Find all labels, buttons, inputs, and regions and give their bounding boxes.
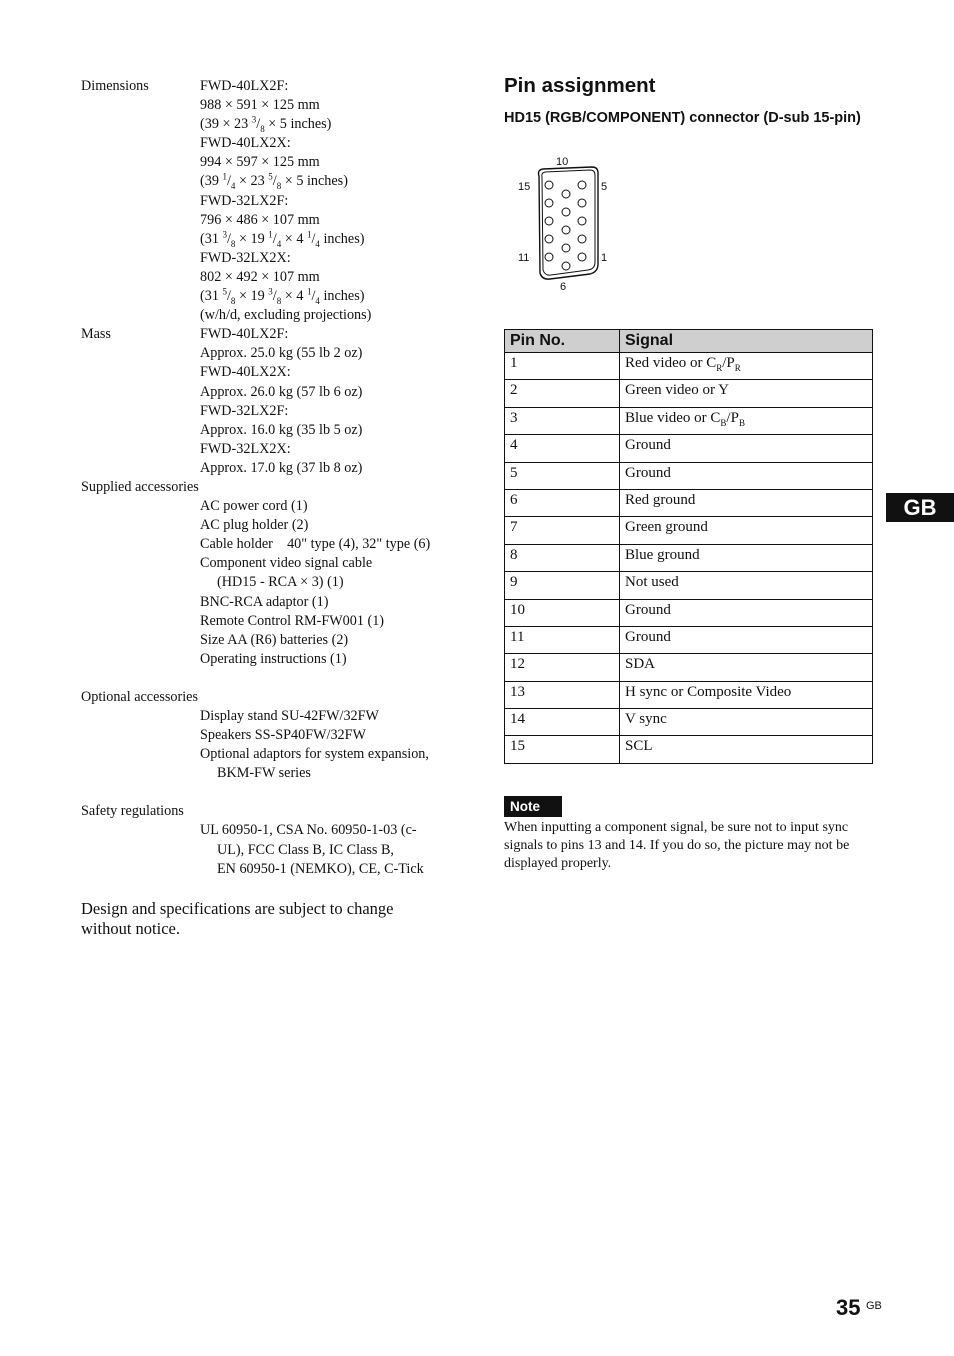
table-row: 13 H sync or Composite Video xyxy=(505,681,873,708)
spec-value: 796 × 486 × 107 mm xyxy=(200,211,320,228)
design-change-notice: Design and specifications are subject to change without notice. xyxy=(81,899,394,938)
table-row: 4 Ground xyxy=(505,435,873,462)
spec-value: Approx. 26.0 kg (57 lb 6 oz) xyxy=(200,383,363,400)
table-row: 14 V sync xyxy=(505,709,873,736)
table-row: 3 Blue video or $C_B/P_B$ xyxy=(505,407,873,434)
dsub15-connector-diagram xyxy=(512,152,622,292)
spec-value: (39 $^1/_4 \times 23$ $^5/_8 \times 5$ inches) xyxy=(200,171,348,192)
spec-optional-label: Optional accessories xyxy=(81,688,199,705)
spec-value: Component video signal cable xyxy=(200,555,373,572)
pin-table xyxy=(504,329,873,764)
pin-label-6: 6 xyxy=(560,281,567,292)
connector-title: HD15 (RGB/COMPONENT) connector (D-sub 15-pin) xyxy=(504,110,861,126)
spec-value: (31 $^3/_8 \times 19$ $^1/_4 \times 4$ $^1/_4$ inches) xyxy=(200,229,365,249)
spec-mass xyxy=(81,325,461,344)
spec-value: FWD-40LX2F: xyxy=(200,78,289,94)
spec-value: 988 × 591 × 125 mm xyxy=(200,97,320,114)
spec-value: 994 × 597 × 125 mm xyxy=(200,154,320,171)
note-text: When inputting a component signal, be sure not to input sync signals to pins 13 and 14. If you do so, the picture may not be displayed properly. xyxy=(504,820,850,871)
spec-value: FWD-32LX2F: xyxy=(200,192,289,209)
spec-value: Display stand SU-42FW/32FW xyxy=(200,708,379,724)
spec-value: AC power cord (1) xyxy=(200,498,308,515)
spec-value: Remote Control RM-FW001 (1) xyxy=(200,612,385,629)
spec-value: FWD-40LX2X: xyxy=(200,364,291,381)
section-title: Pin assignment xyxy=(504,74,656,97)
spec-value: EN 60950-1 (NEMKO), CE, C-Tick xyxy=(217,860,424,877)
specifications xyxy=(81,77,461,879)
table-row: 11 Ground xyxy=(505,626,873,653)
table-row: 10 Ground xyxy=(505,599,873,626)
table-header-row xyxy=(505,330,873,353)
pin-label-10: 10 xyxy=(556,156,569,168)
language-tab: GB xyxy=(886,493,954,522)
spec-value: Optional adaptors for system expansion, xyxy=(200,746,429,763)
spec-dimensions xyxy=(81,77,461,96)
spec-value: Approx. 17.0 kg (37 lb 8 oz) xyxy=(200,459,363,476)
spec-value: FWD-32LX2X: xyxy=(200,440,291,457)
spec-value: Operating instructions (1) xyxy=(200,650,347,667)
page-number: 35 xyxy=(836,1295,861,1320)
spec-value: AC plug holder (2) xyxy=(200,517,309,534)
spec-value: UL 60950-1, CSA No. 60950-1-03 (c- xyxy=(200,822,417,839)
table-row: 6 Red ground xyxy=(505,489,873,516)
spec-value: (31 $^5/_8 \times 19$ $^3/_8 \times 4$ $^1/_4$ inches) xyxy=(200,286,365,306)
spec-value: FWD-32LX2F: xyxy=(200,402,289,419)
spec-value: BNC-RCA adaptor (1) xyxy=(200,593,329,610)
spec-value: (HD15 - RCA × 3) (1) xyxy=(217,574,344,591)
spec-value: Size AA (R6) batteries (2) xyxy=(200,631,349,648)
spec-supplied-label: Supplied accessories xyxy=(81,478,199,495)
column-header-signal: Signal xyxy=(620,330,873,353)
spec-value: FWD-32LX2X: xyxy=(200,249,291,266)
spec-value: FWD-40LX2F: xyxy=(200,326,289,343)
spec-label-mass: Mass xyxy=(81,326,111,343)
spec-value: (39 × 23 $^3/_8 \times 5$ inches) xyxy=(200,114,332,135)
table-row: 1 Red video or $C_R/P_R$ xyxy=(505,353,873,380)
spec-value: FWD-40LX2X: xyxy=(200,135,291,152)
pin-label-15: 15 xyxy=(518,181,531,193)
pin-label-1: 1 xyxy=(601,252,608,264)
spec-label-dimensions: Dimensions xyxy=(81,78,149,94)
table-row: 8 Blue ground xyxy=(505,544,873,571)
table-row: 5 Ground xyxy=(505,462,873,489)
spec-value: Cable holder 40" type (4), 32" type (6) xyxy=(200,536,431,553)
spec-value: 802 × 492 × 107 mm xyxy=(200,268,320,285)
table-row: 12 SDA xyxy=(505,654,873,681)
spec-value: BKM-FW series xyxy=(217,765,311,782)
column-header-pin: Pin No. xyxy=(505,330,620,353)
page-number-suffix: GB xyxy=(866,1300,882,1312)
spec-value: Speakers SS-SP40FW/32FW xyxy=(200,727,366,744)
spec-value: UL), FCC Class B, IC Class B, xyxy=(217,841,394,858)
spec-value: Approx. 16.0 kg (35 lb 5 oz) xyxy=(200,421,363,438)
table-row: 7 Green ground xyxy=(505,517,873,544)
spec-value: Approx. 25.0 kg (55 lb 2 oz) xyxy=(200,345,363,362)
spec-safety-label: Safety regulations xyxy=(81,803,184,820)
table-row: 15 SCL xyxy=(505,736,873,763)
table-row: 2 Green video or Y xyxy=(505,380,873,407)
note-badge: Note xyxy=(504,796,562,817)
pin-label-11: 11 xyxy=(518,252,530,264)
spec-value: (w/h/d, excluding projections) xyxy=(200,307,372,324)
pin-label-5: 5 xyxy=(601,181,608,193)
table-row: 9 Not used xyxy=(505,572,873,599)
